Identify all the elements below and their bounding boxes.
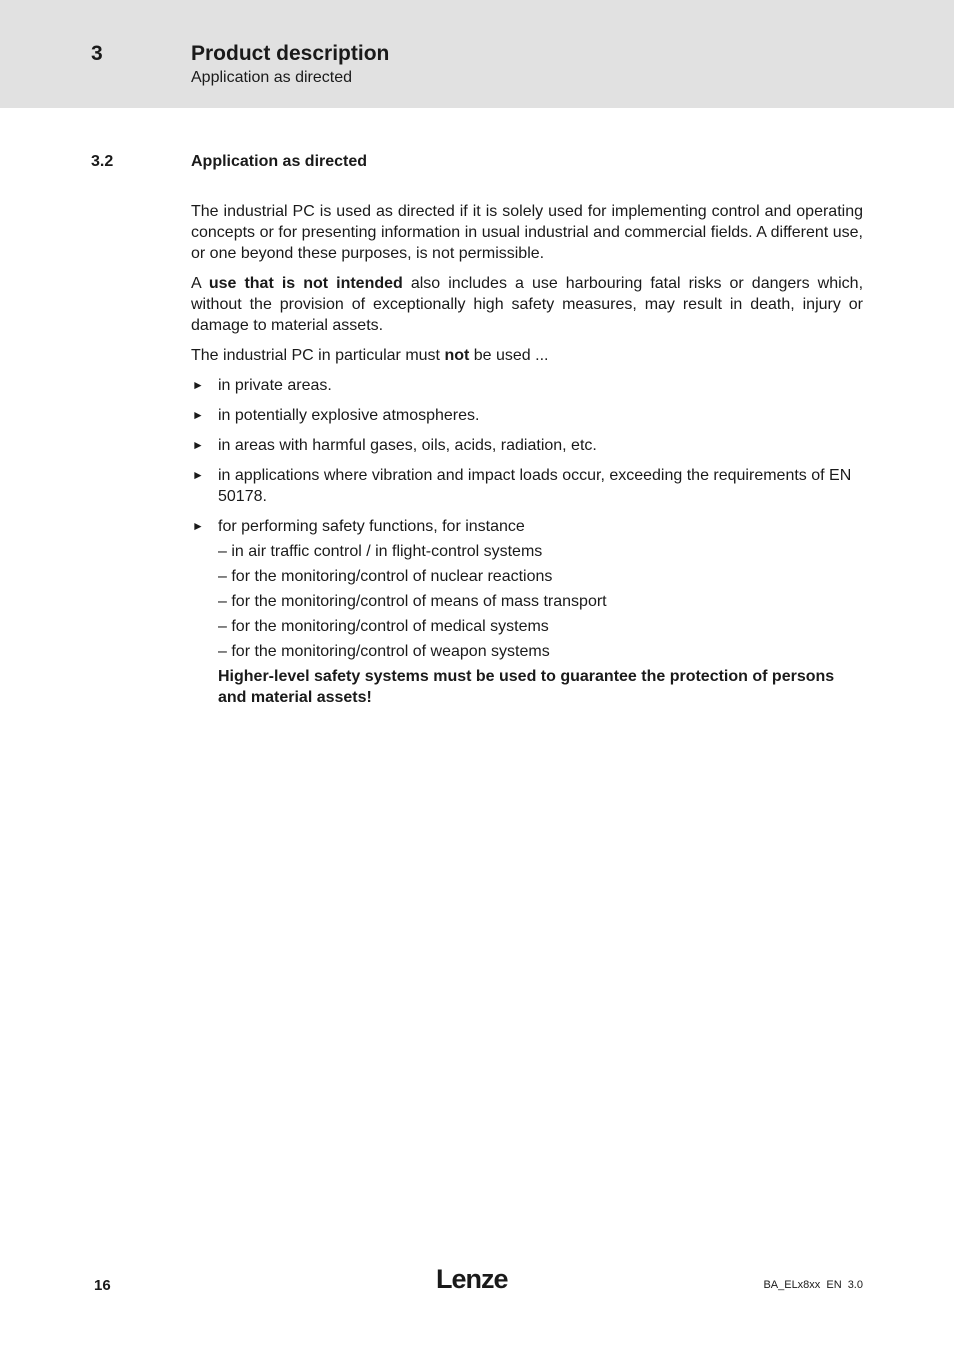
emphasis-text: not xyxy=(444,347,470,364)
emphasis-text: use that is not intended xyxy=(208,275,403,292)
content-body xyxy=(191,201,863,717)
list-item xyxy=(191,465,863,507)
paragraph-suffix: be used ... xyxy=(469,347,549,364)
sub-list-item: – for the monitoring/control of means of mass transport xyxy=(218,593,607,610)
paragraph-unintended-use xyxy=(191,273,863,336)
section-title: Application as directed xyxy=(191,153,368,170)
lenze-logo: Lenze xyxy=(436,1264,508,1294)
sub-list-item: – for the monitoring/control of medical systems xyxy=(218,618,549,635)
header-band xyxy=(0,0,954,108)
chapter-number: 3 xyxy=(91,42,103,65)
prohibited-uses-list xyxy=(191,375,863,708)
sub-list-item: – for the monitoring/control of nuclear reactions xyxy=(218,568,553,585)
paragraph-prefix: The industrial PC in particular must xyxy=(191,347,445,364)
document-id: BA_ELx8xx EN 3.0 xyxy=(763,1279,863,1291)
section-number: 3.2 xyxy=(91,153,114,170)
page-number: 16 xyxy=(94,1277,111,1294)
list-item xyxy=(191,405,863,426)
chapter-title: Product description xyxy=(191,42,390,65)
sub-list-item: – for the monitoring/control of weapon systems xyxy=(218,643,550,660)
triangle-bullet-icon: ► xyxy=(192,519,204,533)
list-item xyxy=(191,375,863,396)
sub-list-item: – in air traffic control / in flight-control systems xyxy=(218,543,543,560)
paragraph-prefix: A xyxy=(191,275,209,292)
chapter-subtitle: Application as directed xyxy=(191,69,352,86)
list-item-text: in areas with harmful gases, oils, acids, radiation, etc. xyxy=(218,437,597,454)
triangle-bullet-icon: ► xyxy=(192,468,204,482)
triangle-bullet-icon: ► xyxy=(192,378,204,392)
paragraph-suffix: also includes a use harbouring fatal risks or dangers which, without the provision of exceptionally high safety measures, may result in death, injury or damage to material assets. xyxy=(191,275,864,334)
paragraph-intended-use: The industrial PC is used as directed if it is solely used for implementing control and operating concepts or for presenting information in usual industrial and commercial fields. A different use, or one beyond these purposes, is not permissible. xyxy=(191,203,863,262)
list-item xyxy=(191,516,863,708)
list-item xyxy=(191,435,863,456)
safety-warning: Higher-level safety systems must be used to guarantee the protection of persons and material assets! xyxy=(218,668,835,706)
list-item-text: in private areas. xyxy=(218,377,332,394)
list-item-text: for performing safety functions, for instance xyxy=(218,518,525,535)
list-item-text: in potentially explosive atmospheres. xyxy=(218,407,480,424)
triangle-bullet-icon: ► xyxy=(192,438,204,452)
list-item-text: in applications where vibration and impact loads occur, exceeding the requirements of EN 50178. xyxy=(218,467,852,505)
paragraph-not-used xyxy=(191,345,863,366)
triangle-bullet-icon: ► xyxy=(192,408,204,422)
